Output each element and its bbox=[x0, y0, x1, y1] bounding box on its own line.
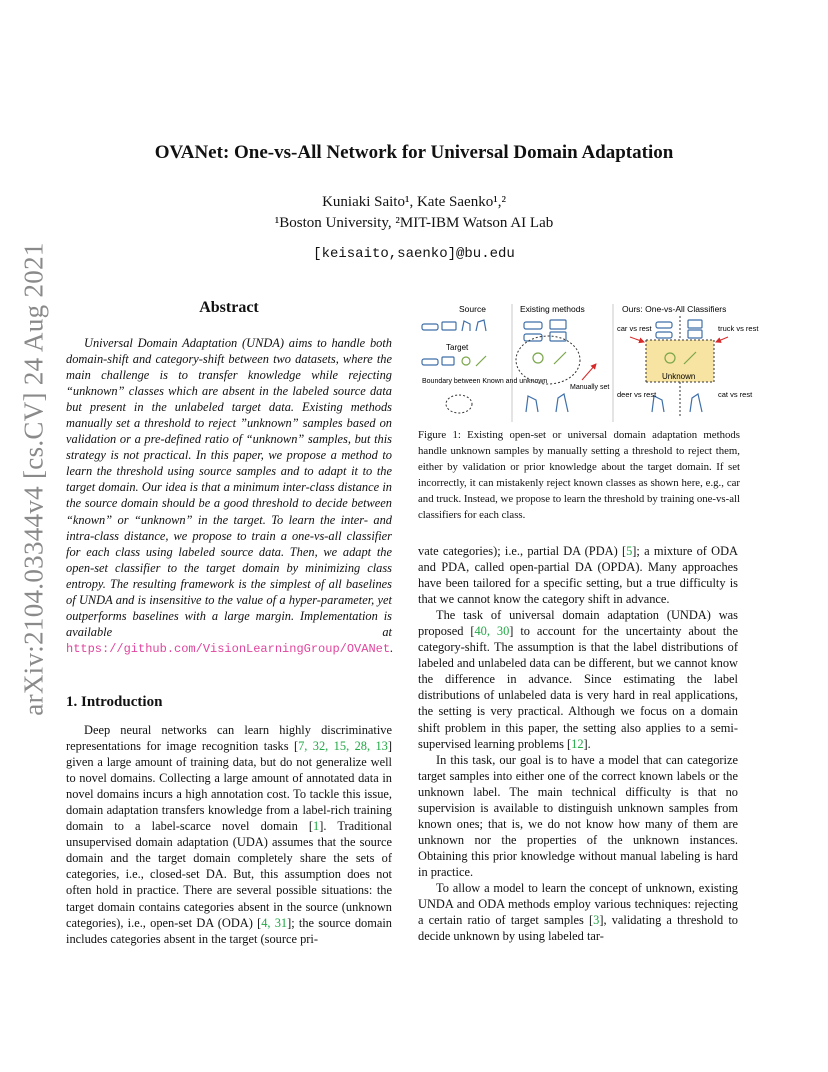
author-block bbox=[0, 192, 828, 234]
manually-set-arrow bbox=[582, 364, 596, 380]
citation-link[interactable]: 12 bbox=[571, 736, 584, 751]
boundary-label: Boundary between Known and unknown bbox=[422, 378, 548, 385]
author-names: Kuniaki Saito¹, Kate Saenko¹,² bbox=[322, 194, 506, 210]
deer-vs-rest-label: deer vs rest bbox=[617, 390, 657, 399]
ours-vehicles-icon bbox=[656, 320, 702, 338]
author-email: [keisaito,saenko]@bu.edu bbox=[313, 246, 515, 262]
truck-vs-rest-label: truck vs rest bbox=[718, 324, 759, 333]
intro-paragraph-3: In this task, our goal is to have a model that can categorize target samples into either one of the correct known labels or the unknown label. The main technical difficulty is that no supervision is available to distinguish unknown samples from known ones; that is, we do not know how many of them are unknown nor the properties of the unknown instances. Obtaining this prior knowledge without manual labeling is hard in practice. bbox=[418, 752, 738, 879]
arxiv-identifier: arXiv:2104.03344v4 [cs.CV] 24 Aug 2021 bbox=[18, 242, 49, 716]
unknown-label: Unknown bbox=[662, 372, 696, 381]
manually-set-label: Manually set bbox=[570, 384, 610, 391]
introduction-col2 bbox=[418, 543, 738, 944]
figure-1 bbox=[416, 300, 759, 422]
introduction-heading: 1. Introduction bbox=[66, 694, 163, 710]
citation-link[interactable]: 7, 32, 15, 28, 13 bbox=[298, 739, 388, 754]
panel-ours-label: Ours: One-vs-All Classifiers bbox=[622, 304, 727, 314]
existing-animals-icon bbox=[526, 394, 568, 412]
figure-1-caption: Figure 1: Existing open-set or universal domain adaptation methods handle unknown samples by manually setting a threshold to reject them, either by validation or prior knowledge about the target domain. If set incorrectly, it can mistakenly reject known classes as shown here, e.g., car and truck. Instead, we propose to learn the threshold by training one-vs-all classifiers for each class. bbox=[418, 429, 740, 521]
source-vehicles-icon bbox=[422, 320, 486, 331]
intro-paragraph-4: To allow a model to learn the concept of unknown, existing UNDA and ODA methods employ various techniques: rejecting a certain ratio of target samples [3], validating a threshold to decide unknown by using labeled tar- bbox=[418, 880, 738, 944]
target-label: Target bbox=[446, 343, 469, 352]
cat-vs-rest-label: cat vs rest bbox=[718, 390, 753, 399]
panel-source-label: Source bbox=[459, 304, 486, 314]
citation-link[interactable]: 3 bbox=[593, 913, 600, 928]
ours-animals-icon bbox=[652, 394, 702, 412]
existing-boundary-icon bbox=[516, 336, 580, 384]
citation-link[interactable]: 4, 31 bbox=[261, 915, 288, 930]
figure-1-diagram bbox=[416, 300, 759, 422]
boundary-ellipse-icon bbox=[446, 395, 472, 413]
arxiv-sidebar bbox=[12, 242, 56, 716]
car-vs-rest-label: car vs rest bbox=[617, 324, 652, 333]
abstract-body: Universal Domain Adaptation (UNDA) aims to handle both domain-shift and category-shift between two datasets, where the main challenge is to transfer knowledge while rejecting “unknown” classes which are absent in the labeled source data but present in the unlabeled target data. Existing methods manually set a threshold to reject ”unknown” samples based on validation or a pre-defined ratio of “unknown” samples, but this strategy is not practical. In this paper, we propose a method to learn the threshold using source samples and to adapt it to the target domain. Our idea is that a minimum inter-class distance in the source domain should be a good threshold to decide between “known” or “unknown” in the target. To learn the inter- and intra-class distance, we propose to train a one-vs-all classifier for each class using labeled source data. Then, we adapt the open-set classifier to the target domain by minimizing class entropy. The resulting framework is the simplest of all baselines of UNDA and is insensitive to the value of a hyper-parameter, yet outperforms baselines with a large margin. Implementation is available at bbox=[66, 336, 392, 639]
existing-bug-bone-icon bbox=[533, 352, 566, 364]
abstract-end: . bbox=[390, 640, 394, 655]
abstract-text bbox=[66, 335, 392, 657]
intro-paragraph-1: Deep neural networks can learn highly discriminative representations for image recognition tasks [7, 32, 15, 28, 13] given a large amount of training data, but do not generalize well to novel domains. Collecting a large amount of annotated data in novel domains incurs a high annotation cost. To tackle this issue, domain adaptation transfers knowledge from a label-rich training domain to a label-scarce novel domain [1]. Traditional unsupervised domain adaptation (UDA) assumes that the source domain and the target domain completely share the sets of categories, i.e., closed-set DA. But, this assumption does not often hold in practice. There are several possible situations: the target domain contains categories absent in the source (unknown categories), i.e., open-set DA (ODA) [4, 31]; the source domain includes categories absent in the target (source pri- bbox=[66, 723, 392, 946]
code-link[interactable]: https://github.com/VisionLearningGroup/OVANet bbox=[66, 641, 391, 656]
citation-link[interactable]: 1 bbox=[313, 819, 320, 834]
intro-paragraph-2: The task of universal domain adaptation (UNDA) was proposed [40, 30] to account for the uncertainty about the category-shift. The assumption is that the label distributions of labeled and unlabeled data can be different, but we cannot know the difference in advance. Since estimating the label distributions of unlabeled data is very hard in real applications, the setting is very practical. Although we focus on a domain shift problem in this paper, the setting also applies to a semi-supervised learning problems [12]. bbox=[418, 608, 739, 751]
target-objects-icon bbox=[422, 356, 486, 366]
abstract-heading: Abstract bbox=[199, 299, 259, 316]
citation-link[interactable]: 40, 30 bbox=[474, 624, 510, 639]
paper-title: OVANet: One-vs-All Network for Universal Domain Adaptation bbox=[154, 142, 674, 163]
affiliations: ¹Boston University, ²MIT-IBM Watson AI Lab bbox=[274, 215, 554, 231]
citation-link[interactable]: 5 bbox=[626, 544, 633, 558]
introduction-col1 bbox=[66, 722, 392, 947]
intro-continued: vate categories); i.e., partial DA (PDA) [5]; a mixture of ODA and PDA, called open-partial DA (OPDA). Many approaches have been tailored for a specific setting, but a true difficulty is that we cannot know the category shift in advance. bbox=[418, 544, 738, 607]
panel-existing-label: Existing methods bbox=[520, 304, 585, 314]
